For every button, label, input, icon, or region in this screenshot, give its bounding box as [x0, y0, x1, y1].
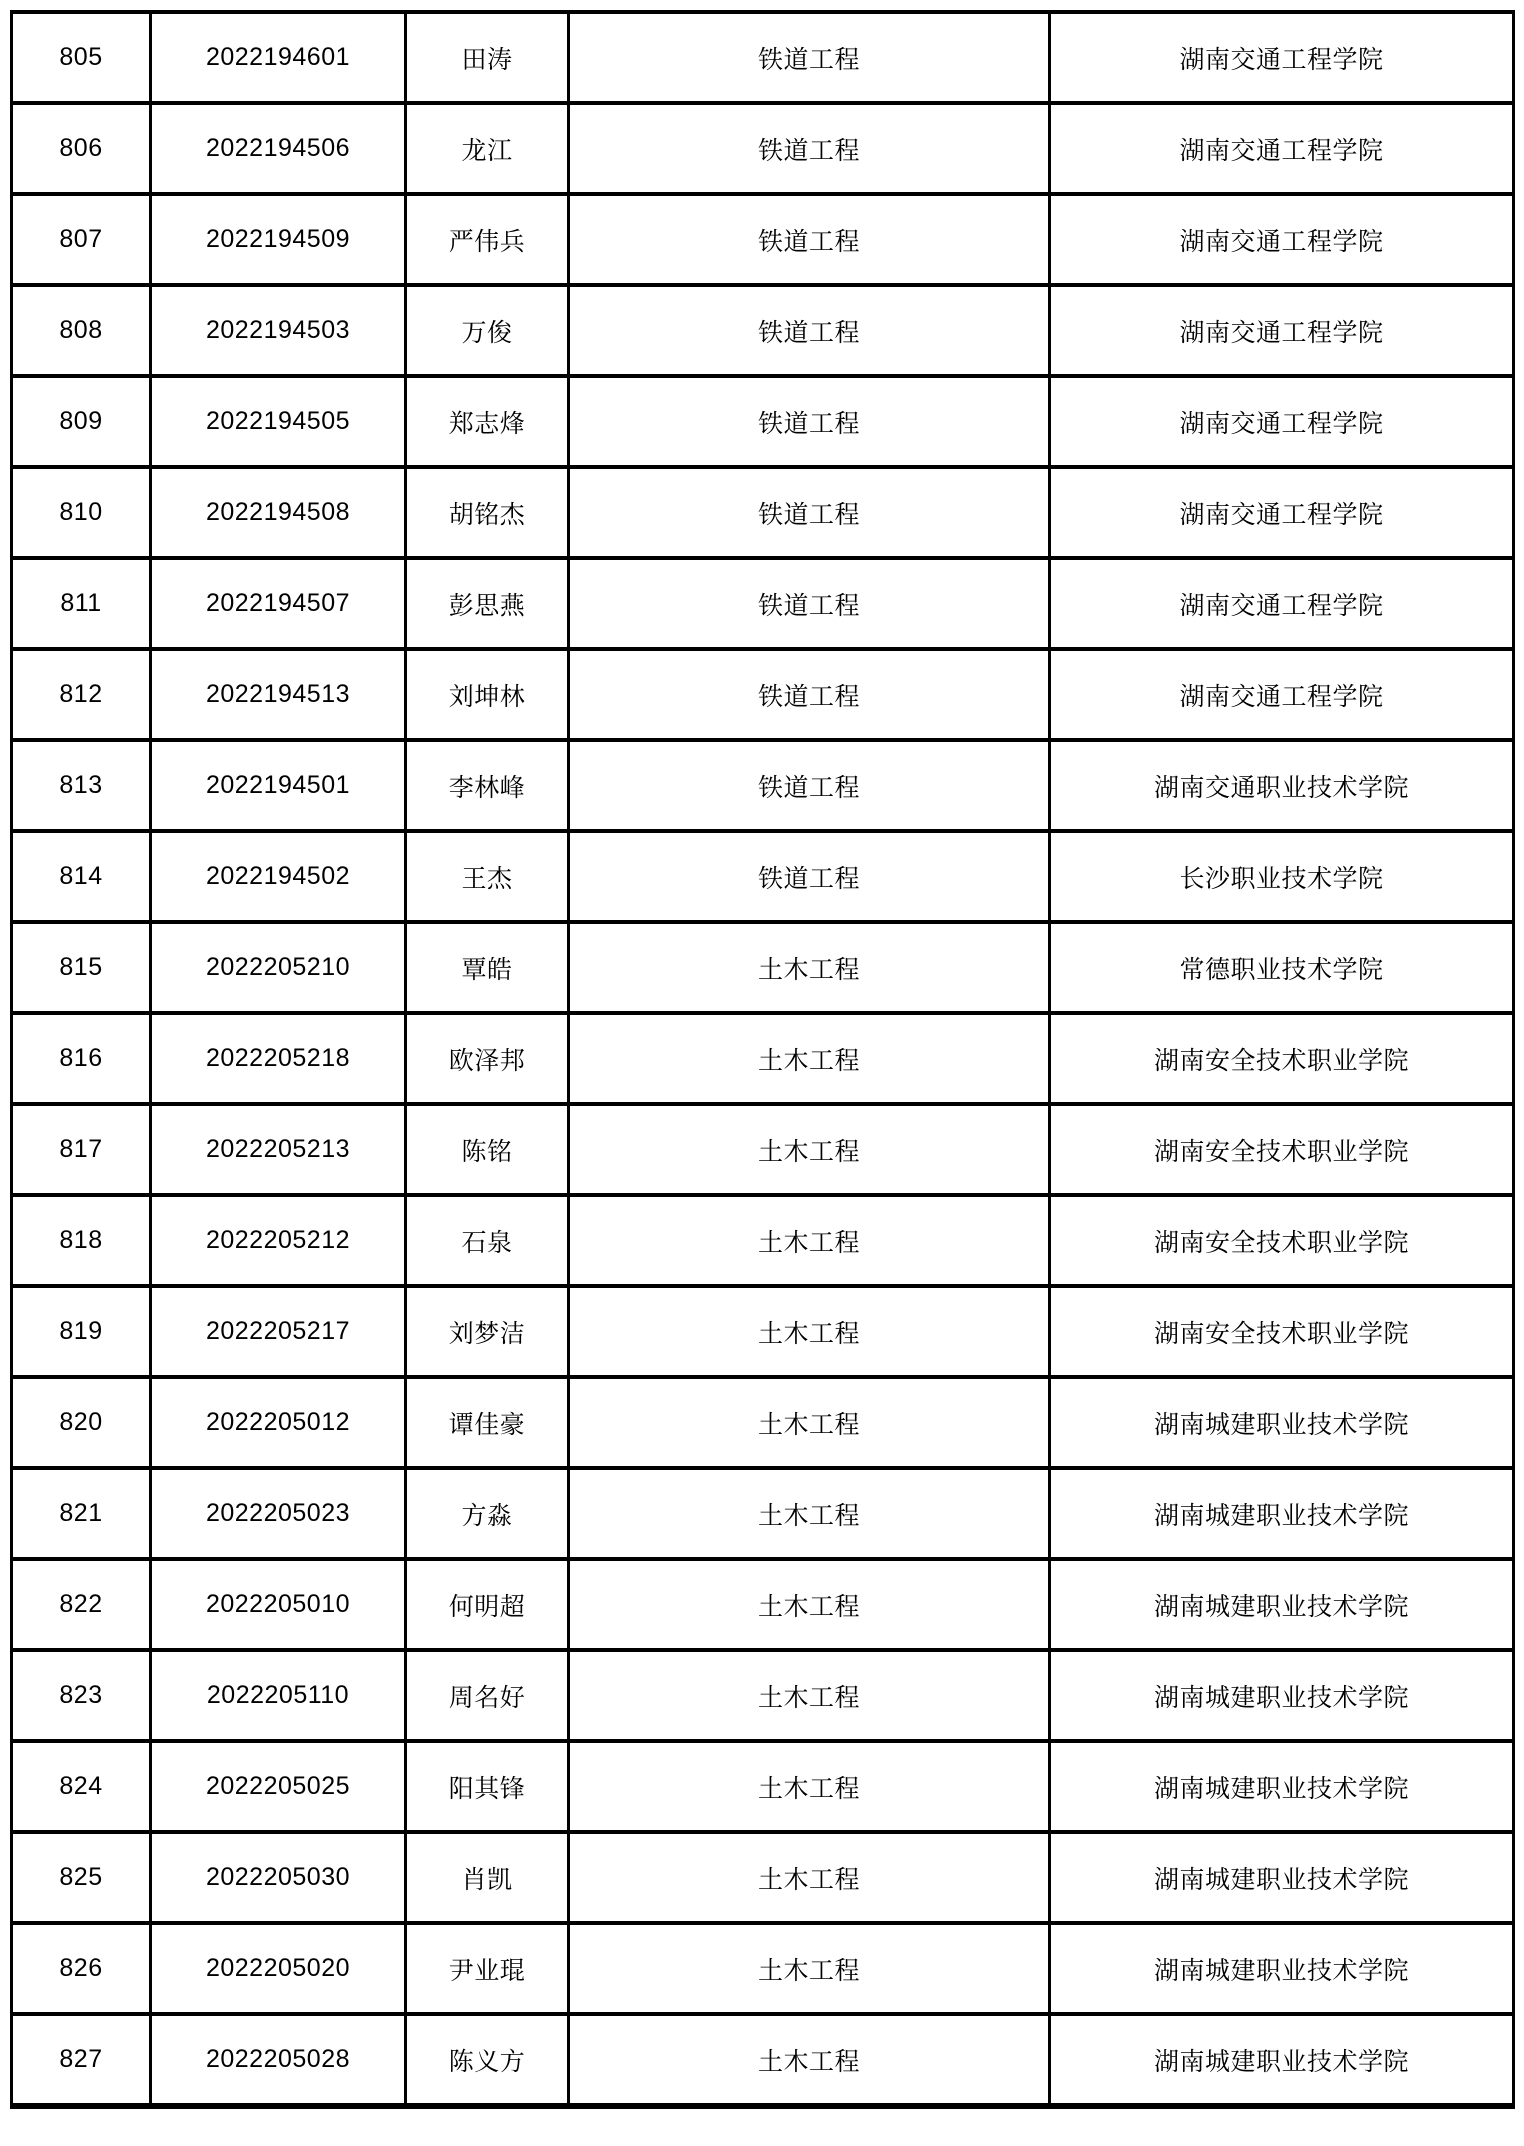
cell-name: 胡铭杰	[406, 467, 569, 558]
cell-major: 土木工程	[569, 1013, 1050, 1104]
cell-major: 铁道工程	[569, 285, 1050, 376]
cell-index: 810	[12, 467, 151, 558]
cell-index: 813	[12, 740, 151, 831]
cell-major: 土木工程	[569, 1923, 1050, 2014]
cell-name: 田涛	[406, 12, 569, 103]
cell-index: 814	[12, 831, 151, 922]
cell-school: 常德职业技术学院	[1050, 922, 1514, 1013]
cell-major: 土木工程	[569, 1650, 1050, 1741]
cell-index: 827	[12, 2014, 151, 2106]
cell-name: 欧泽邦	[406, 1013, 569, 1104]
table-row	[12, 1013, 1514, 1104]
cell-name: 王杰	[406, 831, 569, 922]
cell-major: 土木工程	[569, 1468, 1050, 1559]
cell-name: 刘坤林	[406, 649, 569, 740]
cell-school: 湖南交通工程学院	[1050, 649, 1514, 740]
table-row	[12, 467, 1514, 558]
roster-table-body	[12, 12, 1514, 2106]
cell-student_id: 2022194505	[151, 376, 406, 467]
cell-name: 彭思燕	[406, 558, 569, 649]
cell-name: 肖凯	[406, 1832, 569, 1923]
cell-index: 826	[12, 1923, 151, 2014]
table-row	[12, 1377, 1514, 1468]
cell-school: 湖南城建职业技术学院	[1050, 1832, 1514, 1923]
table-row	[12, 2014, 1514, 2106]
cell-name: 严伟兵	[406, 194, 569, 285]
cell-index: 805	[12, 12, 151, 103]
cell-major: 铁道工程	[569, 740, 1050, 831]
cell-student_id: 2022194503	[151, 285, 406, 376]
cell-index: 820	[12, 1377, 151, 1468]
table-row	[12, 1468, 1514, 1559]
cell-school: 湖南安全技术职业学院	[1050, 1286, 1514, 1377]
cell-school: 湖南交通工程学院	[1050, 103, 1514, 194]
cell-index: 818	[12, 1195, 151, 1286]
cell-student_id: 2022205110	[151, 1650, 406, 1741]
cell-school: 湖南交通职业技术学院	[1050, 740, 1514, 831]
cell-major: 铁道工程	[569, 12, 1050, 103]
table-row	[12, 1104, 1514, 1195]
cell-student_id: 2022205212	[151, 1195, 406, 1286]
cell-index: 821	[12, 1468, 151, 1559]
cell-school: 湖南城建职业技术学院	[1050, 2014, 1514, 2106]
cell-student_id: 2022194501	[151, 740, 406, 831]
cell-major: 土木工程	[569, 1377, 1050, 1468]
cell-index: 824	[12, 1741, 151, 1832]
cell-school: 湖南交通工程学院	[1050, 467, 1514, 558]
cell-school: 长沙职业技术学院	[1050, 831, 1514, 922]
cell-index: 807	[12, 194, 151, 285]
cell-school: 湖南城建职业技术学院	[1050, 1923, 1514, 2014]
cell-student_id: 2022194513	[151, 649, 406, 740]
cell-index: 825	[12, 1832, 151, 1923]
cell-name: 方淼	[406, 1468, 569, 1559]
cell-name: 万俊	[406, 285, 569, 376]
cell-student_id: 2022205217	[151, 1286, 406, 1377]
cell-index: 806	[12, 103, 151, 194]
cell-school: 湖南安全技术职业学院	[1050, 1195, 1514, 1286]
cell-school: 湖南交通工程学院	[1050, 558, 1514, 649]
cell-index: 809	[12, 376, 151, 467]
cell-index: 815	[12, 922, 151, 1013]
cell-index: 816	[12, 1013, 151, 1104]
table-row	[12, 558, 1514, 649]
cell-student_id: 2022205030	[151, 1832, 406, 1923]
cell-index: 822	[12, 1559, 151, 1650]
cell-school: 湖南城建职业技术学院	[1050, 1377, 1514, 1468]
cell-student_id: 2022194509	[151, 194, 406, 285]
table-row	[12, 1741, 1514, 1832]
cell-major: 铁道工程	[569, 376, 1050, 467]
cell-student_id: 2022205023	[151, 1468, 406, 1559]
cell-school: 湖南城建职业技术学院	[1050, 1741, 1514, 1832]
cell-name: 阳其锋	[406, 1741, 569, 1832]
cell-name: 刘梦洁	[406, 1286, 569, 1377]
cell-student_id: 2022205028	[151, 2014, 406, 2106]
cell-major: 土木工程	[569, 2014, 1050, 2106]
cell-name: 石泉	[406, 1195, 569, 1286]
cell-school: 湖南安全技术职业学院	[1050, 1013, 1514, 1104]
cell-student_id: 2022205010	[151, 1559, 406, 1650]
cell-student_id: 2022205025	[151, 1741, 406, 1832]
cell-major: 铁道工程	[569, 558, 1050, 649]
table-row	[12, 1923, 1514, 2014]
cell-school: 湖南交通工程学院	[1050, 285, 1514, 376]
table-row	[12, 1650, 1514, 1741]
cell-student_id: 2022194502	[151, 831, 406, 922]
table-row	[12, 376, 1514, 467]
cell-student_id: 2022194601	[151, 12, 406, 103]
cell-name: 尹业琨	[406, 1923, 569, 2014]
table-row	[12, 1559, 1514, 1650]
table-row	[12, 194, 1514, 285]
table-row	[12, 285, 1514, 376]
table-row	[12, 831, 1514, 922]
cell-index: 823	[12, 1650, 151, 1741]
cell-name: 郑志烽	[406, 376, 569, 467]
table-row	[12, 1195, 1514, 1286]
cell-name: 周名好	[406, 1650, 569, 1741]
cell-name: 覃皓	[406, 922, 569, 1013]
cell-major: 土木工程	[569, 922, 1050, 1013]
cell-student_id: 2022205218	[151, 1013, 406, 1104]
cell-student_id: 2022205210	[151, 922, 406, 1013]
table-row	[12, 1832, 1514, 1923]
cell-major: 土木工程	[569, 1559, 1050, 1650]
cell-major: 铁道工程	[569, 194, 1050, 285]
cell-student_id: 2022194508	[151, 467, 406, 558]
cell-major: 土木工程	[569, 1741, 1050, 1832]
cell-major: 土木工程	[569, 1104, 1050, 1195]
cell-name: 陈铭	[406, 1104, 569, 1195]
cell-major: 土木工程	[569, 1286, 1050, 1377]
cell-school: 湖南交通工程学院	[1050, 376, 1514, 467]
table-row	[12, 12, 1514, 103]
student-roster-table	[10, 10, 1515, 2109]
cell-index: 819	[12, 1286, 151, 1377]
cell-major: 土木工程	[569, 1195, 1050, 1286]
cell-student_id: 2022205020	[151, 1923, 406, 2014]
cell-index: 811	[12, 558, 151, 649]
cell-name: 龙江	[406, 103, 569, 194]
table-row	[12, 740, 1514, 831]
cell-index: 808	[12, 285, 151, 376]
cell-major: 铁道工程	[569, 467, 1050, 558]
cell-major: 铁道工程	[569, 103, 1050, 194]
cell-major: 土木工程	[569, 1832, 1050, 1923]
cell-student_id: 2022205213	[151, 1104, 406, 1195]
table-row	[12, 1286, 1514, 1377]
cell-school: 湖南城建职业技术学院	[1050, 1468, 1514, 1559]
table-row	[12, 103, 1514, 194]
table-row	[12, 922, 1514, 1013]
cell-school: 湖南城建职业技术学院	[1050, 1650, 1514, 1741]
cell-school: 湖南城建职业技术学院	[1050, 1559, 1514, 1650]
cell-student_id: 2022194507	[151, 558, 406, 649]
cell-major: 铁道工程	[569, 649, 1050, 740]
cell-name: 何明超	[406, 1559, 569, 1650]
cell-school: 湖南交通工程学院	[1050, 194, 1514, 285]
cell-name: 谭佳豪	[406, 1377, 569, 1468]
table-row	[12, 649, 1514, 740]
cell-school: 湖南交通工程学院	[1050, 12, 1514, 103]
cell-name: 李林峰	[406, 740, 569, 831]
cell-index: 817	[12, 1104, 151, 1195]
cell-student_id: 2022205012	[151, 1377, 406, 1468]
cell-student_id: 2022194506	[151, 103, 406, 194]
cell-major: 铁道工程	[569, 831, 1050, 922]
cell-school: 湖南安全技术职业学院	[1050, 1104, 1514, 1195]
cell-name: 陈义方	[406, 2014, 569, 2106]
cell-index: 812	[12, 649, 151, 740]
